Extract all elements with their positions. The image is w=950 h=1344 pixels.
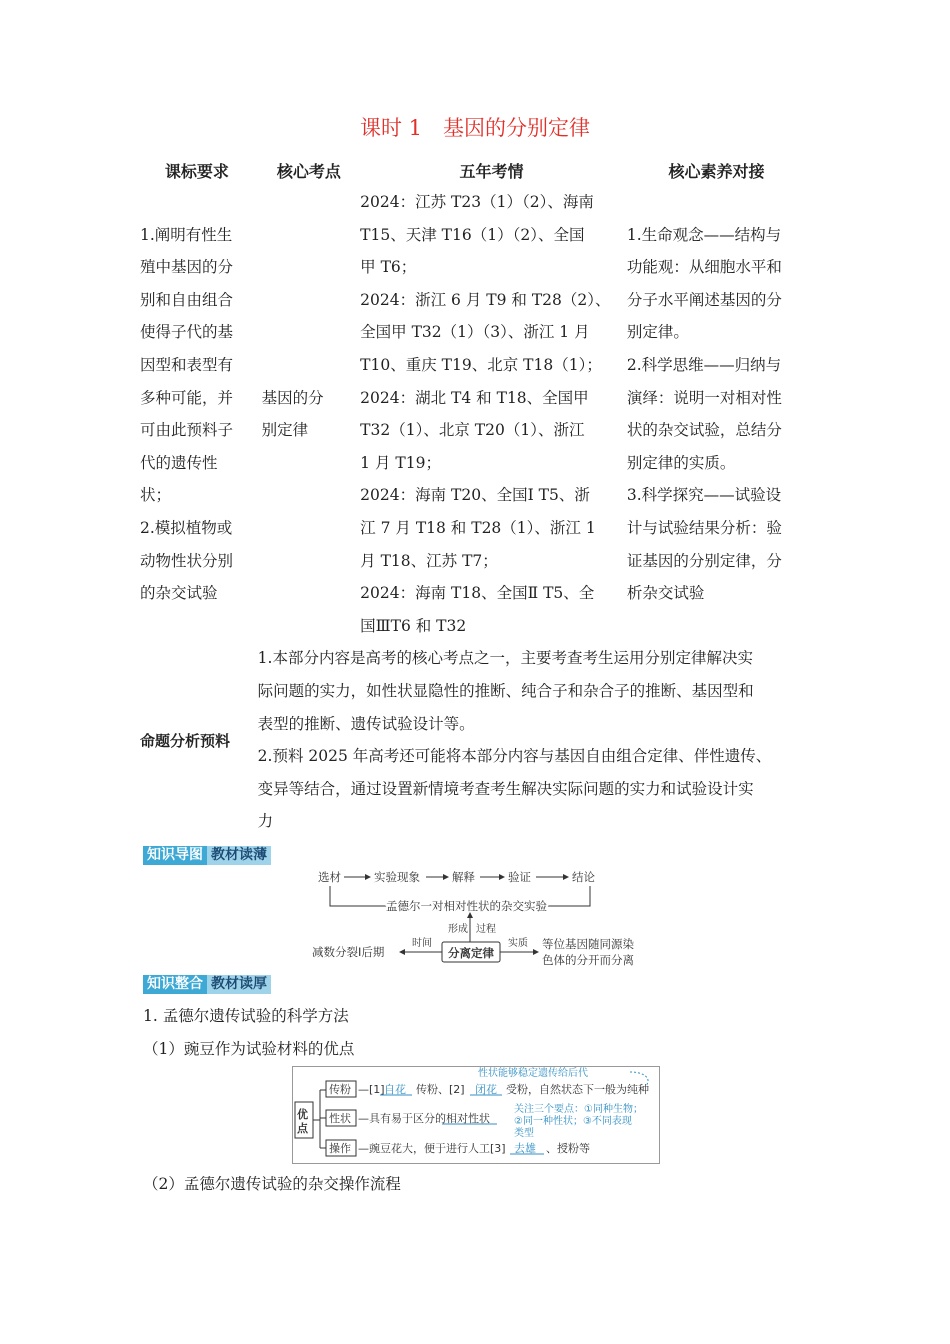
kaoqing-line: 2024：海南 T20、全国Ⅰ T5、浙 [360,486,590,505]
knowledge-integration-badge [143,975,271,994]
knowledge-map-badge [143,846,271,865]
kebiao-line: 动物性状分别 [140,551,234,570]
mingti-line: 2.预料 2025 年高考还可能将本部分内容与基因自由组合定律、伴性遗传、 [257,747,772,766]
kebiao-line: 殖中基因的分 [140,258,234,277]
row3-pre: —豌豆花大，便于进行人工[3] [358,1142,506,1155]
center-label: 分离定律 [448,946,494,960]
mingti-line: 变异等结合，通过设置新情境考查考生解决实际问题的实力和试验设计实 [257,779,754,798]
suyang-line: 演绎：说明一对相对性 [626,388,782,407]
row3-fill: 去雄 [514,1142,536,1155]
mingti-line: 1.本部分内容是高考的核心考点之一，主要考查考生运用分别定律解决实 [257,649,753,668]
formed-label: 形成 [448,924,468,935]
kebiao-line: 因型和表型有 [140,355,234,374]
row1-label: 传粉 [329,1083,351,1096]
suyang-line: 析杂交试验 [626,584,705,603]
process-label: 过程 [476,924,496,935]
row3-label: 操作 [329,1142,351,1155]
section-1-2-heading: （2）孟德尔遗传试验的杂交操作流程 [143,1175,401,1193]
suyang-line: 分子水平阐述基因的分 [626,290,782,309]
row2-label: 性状 [329,1112,351,1125]
kaoqing-line: 甲 T6； [360,258,417,277]
row1-post: 受粉，自然状态下一般为纯种 [506,1083,649,1096]
root-char-2: 点 [297,1122,308,1135]
suyang-line: 别定律。 [626,323,689,342]
kebiao-line: 别和自由组合 [140,290,234,309]
step-jieshi: 解释 [452,870,475,884]
kaodian-line: 基因的分 [261,388,324,407]
note2-line3: 类型 [514,1128,534,1139]
header-suyang: 核心素养对接 [668,161,765,181]
suyang-cell [623,186,806,642]
row1-fill2: 闭花 [475,1083,497,1096]
essence-value-1: 等位基因随同源染 [542,937,634,951]
kaoqing-line: T10、重庆 T19、北京 T18（1）； [360,355,602,374]
kaodian-cell [258,186,357,642]
suyang-line: 1.生命观念——结构与 [626,225,782,244]
kebiao-cell [140,186,258,642]
page-title: 课时 1 基因的分别定律 [359,116,591,140]
kebiao-line: 状； [140,486,172,505]
suyang-line: 2.科学思维——归纳与 [626,355,782,374]
kebiao-line: 使得子代的基 [140,323,234,342]
suyang-line: 计与试验结果分析：验 [626,518,782,537]
kaoqing-line: 2024：湖北 T4 和 T18、全国甲 [360,388,589,407]
badge-right: 教材读厚 [207,975,271,994]
badge-right: 教材读薄 [207,846,271,865]
kaoqing-line: T15、天津 T16（1）（2）、全国 [360,225,585,244]
kaoqing-line: 江 7 月 T18 和 T28（1）、浙江 1 [360,518,596,537]
note2-line1: 关注三个要点：①同种生物； [514,1104,643,1115]
mingti-label: 命题分析预料 [140,731,231,750]
step-yanzheng: 验证 [508,870,531,884]
section-1-heading: 1. 孟德尔遗传试验的科学方法 [143,1007,349,1025]
mingti-line: 表型的推断、遗传试验设计等。 [257,714,475,733]
kebiao-line: 多种可能，并 [140,388,234,407]
badge-left: 知识整合 [143,975,207,994]
row3-post: 、授粉等 [546,1142,590,1155]
header-kaodian: 核心考点 [276,161,341,181]
mingti-cell [258,642,806,838]
badge-left: 知识导图 [143,846,207,865]
kaoqing-line: 2024：海南 T18、全国Ⅱ T5、全 [360,584,595,603]
kaoqing-line: 2024：浙江 6 月 T9 和 T28（2）、 [360,290,611,309]
kebiao-line: 1.阐明有性生 [140,225,233,244]
essence-value-2: 色体的分开而分离 [542,953,634,967]
time-value: 减数分裂Ⅰ后期 [312,945,385,959]
kebiao-line: 2.模拟植物或 [140,518,233,537]
overview-table [140,154,806,838]
note1: 性状能够稳定遗传给后代 [478,1068,588,1079]
essence-label: 实质 [508,938,528,949]
suyang-line: 3.科学探究——试验设 [626,486,782,505]
header-kaoqing: 五年考情 [459,161,524,181]
row1-pre: —[1] [358,1083,385,1096]
kaoqing-line: 国ⅢT6 和 T32 [360,616,467,635]
mingti-line: 力 [257,812,274,831]
mingti-line: 际问题的实力，如性状显隐性的推断、纯合子和杂合子的推断、基因型和 [257,681,754,700]
kebiao-line: 代的遗传性 [140,453,218,472]
row1-fill1: 自花 [384,1083,406,1096]
kaoqing-line: 月 T18、江苏 T7； [360,551,498,570]
kaoqing-cell [356,186,623,642]
mendel-flow-diagram [300,866,660,970]
kebiao-line: 可由此预料子 [140,421,234,440]
root-char-1: 优 [297,1108,308,1121]
header-kebiao: 课标要求 [164,161,229,181]
pea-advantages-diagram [292,1066,662,1164]
kaoqing-line: 2024：江苏 T23（1）（2）、海南 [360,193,594,211]
suyang-line: 状的杂交试验，总结分 [626,421,782,440]
step-shiyanxianxiang: 实验现象 [374,870,420,884]
step-xuancai: 选材 [318,870,341,884]
step-jielun: 结论 [572,870,595,884]
row1-mid: 传粉、[2] [416,1083,465,1096]
kaoqing-line: 1 月 T19； [360,453,441,472]
time-label: 时间 [412,938,432,949]
suyang-line: 证基因的分别定律，分 [626,551,782,570]
suyang-line: 别定律的实质。 [626,453,736,472]
suyang-line: 功能观：从细胞水平和 [626,258,782,277]
section-1-1-heading: （1）豌豆作为试验材料的优点 [143,1040,355,1058]
kebiao-line: 的杂交试验 [140,584,218,603]
kaoqing-line: T32（1）、北京 T20（1）、浙江 [360,421,585,440]
kaoqing-line: 全国甲 T32（1）（3）、浙江 1 月 [360,323,590,342]
kaodian-line: 别定律 [261,421,309,440]
experiment-label: 孟德尔一对相对性状的杂交实验 [386,899,547,913]
note2-line2: ②同一种性状；③不同表现 [514,1116,632,1127]
row2-text: —具有易于区分的相对性状 [358,1112,490,1125]
